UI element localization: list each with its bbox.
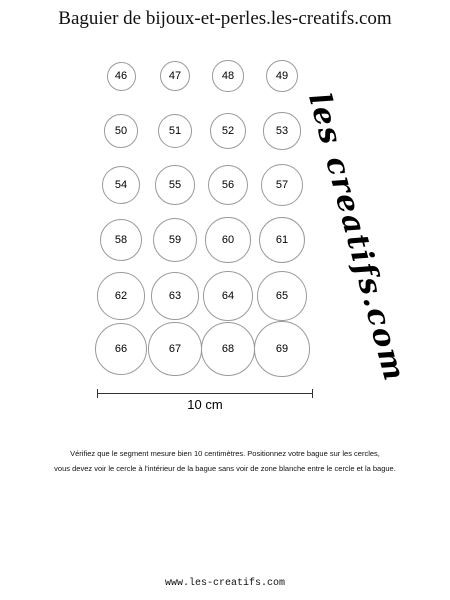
ring-size-circle: 50 bbox=[104, 114, 138, 148]
ring-size-circle: 69 bbox=[254, 321, 309, 376]
ring-size-circle: 55 bbox=[155, 165, 194, 204]
ring-size-circle: 61 bbox=[259, 217, 305, 263]
ring-size-circle: 46 bbox=[107, 62, 136, 91]
footer-url: www.les-creatifs.com bbox=[164, 578, 286, 589]
ring-size-circle: 59 bbox=[153, 218, 197, 262]
ring-size-circle: 67 bbox=[148, 322, 201, 375]
ring-size-circle: 52 bbox=[210, 113, 246, 149]
ring-size-circle: 64 bbox=[203, 271, 253, 321]
ring-size-circle: 63 bbox=[151, 272, 200, 321]
ring-size-circle: 56 bbox=[208, 165, 249, 206]
ring-size-circle: 48 bbox=[212, 60, 243, 91]
ruler-label: 10 cm bbox=[187, 397, 223, 412]
ring-size-circle: 66 bbox=[95, 323, 147, 375]
instruction-line-2: vous devez voir le cercle à l'intérieur de la bague sans voir de zone blanche entre le cercle et la bague. bbox=[54, 464, 396, 473]
ring-size-circle: 60 bbox=[205, 217, 250, 262]
ring-size-circle: 57 bbox=[261, 164, 303, 206]
instruction-line-1: Vérifiez que le segment mesure bien 10 centimètres. Positionnez votre bague sur les cercles, bbox=[70, 449, 380, 458]
ring-size-circle: 47 bbox=[160, 61, 190, 91]
ring-size-circle: 51 bbox=[158, 114, 193, 149]
ring-size-circle: 53 bbox=[263, 112, 300, 149]
ruler-line bbox=[97, 393, 313, 394]
page-title: Baguier de bijoux-et-perles.les-creatifs.com bbox=[58, 8, 392, 29]
side-brand-text: les creatifs.com bbox=[301, 89, 413, 386]
ring-size-circle: 58 bbox=[100, 219, 143, 262]
ring-size-circle: 62 bbox=[97, 272, 144, 319]
ring-size-circle: 68 bbox=[201, 322, 255, 376]
ring-size-circle: 54 bbox=[102, 166, 140, 204]
ring-size-circle: 49 bbox=[266, 60, 298, 92]
ring-size-circle: 65 bbox=[257, 271, 308, 322]
